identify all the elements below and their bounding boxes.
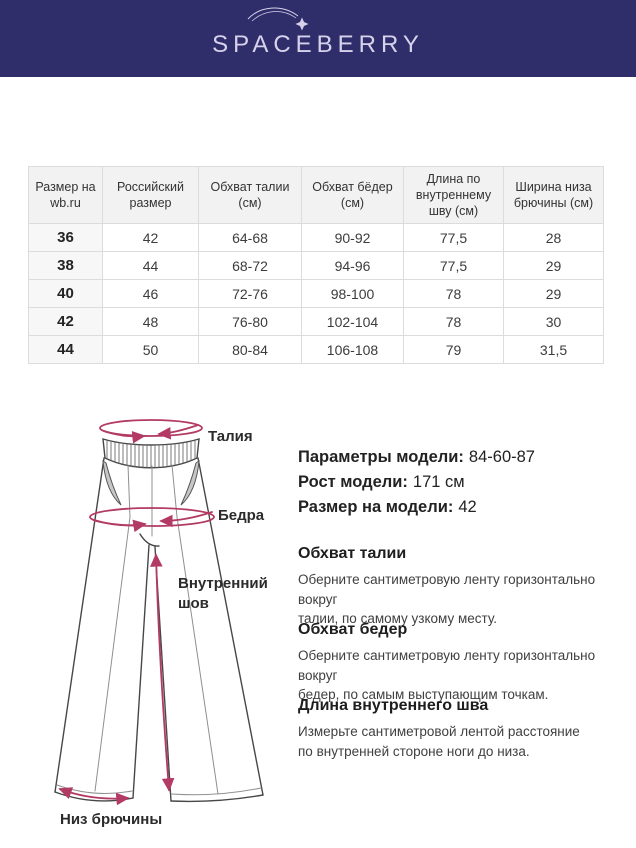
- table-cell: 94-96: [302, 252, 404, 280]
- table-cell: 42: [29, 308, 103, 336]
- table-cell: 64-68: [199, 224, 302, 252]
- waist-label: Талия: [208, 428, 253, 445]
- measurement-info-panel: [298, 440, 618, 840]
- model-size-line: [298, 495, 535, 520]
- brand-header: [0, 0, 636, 77]
- guide-section-inseam: [298, 696, 618, 761]
- model-info: [298, 445, 535, 520]
- table-cell: 77,5: [404, 252, 504, 280]
- table-row: [29, 336, 604, 364]
- model-height-label: Рост модели:: [298, 473, 408, 491]
- model-params-line: [298, 445, 535, 470]
- table-cell: 98-100: [302, 280, 404, 308]
- col-header-wb-size: Размер на wb.ru: [29, 167, 103, 224]
- table-row: [29, 280, 604, 308]
- table-cell: 30: [504, 308, 604, 336]
- guide-title: Обхват талии: [298, 545, 407, 562]
- guide-section-waist: [298, 544, 618, 629]
- col-header-ru-size: Российский размер: [103, 167, 199, 224]
- table-cell: 31,5: [504, 336, 604, 364]
- table-cell: 90-92: [302, 224, 404, 252]
- table-cell: 106-108: [302, 336, 404, 364]
- table-cell: 72-76: [199, 280, 302, 308]
- pants-measurement-diagram: [20, 400, 300, 845]
- table-cell: 78: [404, 308, 504, 336]
- guide-title: Длина внутреннего шва: [298, 697, 489, 714]
- model-height-value: 171 см: [412, 473, 465, 491]
- table-cell: 102-104: [302, 308, 404, 336]
- table-cell: 48: [103, 308, 199, 336]
- table-cell: 50: [103, 336, 199, 364]
- table-cell: 38: [29, 252, 103, 280]
- table-row: [29, 308, 604, 336]
- guide-text-line: Оберните сантиметровую ленту горизонтально вокруг: [298, 648, 596, 683]
- guide-text-line: талии, по самому узкому месту.: [298, 611, 498, 626]
- table-cell: 44: [29, 336, 103, 364]
- table-cell: 76-80: [199, 308, 302, 336]
- col-header-waist: Обхват талии (см): [199, 167, 302, 224]
- hips-label: Бедра: [218, 507, 265, 524]
- table-cell: 44: [103, 252, 199, 280]
- waistband: [103, 436, 199, 472]
- guide-text-line: Оберните сантиметровую ленту горизонтально вокруг: [298, 572, 596, 607]
- model-height-line: [298, 470, 535, 495]
- inner-seam-label: Внутренний: [178, 575, 268, 592]
- table-cell: 79: [404, 336, 504, 364]
- size-table-container: [28, 166, 604, 364]
- guide-text-line: по внутренней стороне ноги до низа.: [298, 743, 530, 759]
- table-cell: 36: [29, 224, 103, 252]
- guide-section-hips: [298, 620, 618, 705]
- table-cell: 68-72: [199, 252, 302, 280]
- table-cell: 78: [404, 280, 504, 308]
- inner-seam-label: шов: [178, 595, 209, 612]
- table-row: [29, 252, 604, 280]
- model-params-label: Параметры модели:: [298, 448, 464, 466]
- guide-text-line: бедер, по самым выступающим точкам.: [298, 687, 549, 702]
- size-table: [28, 166, 604, 364]
- table-cell: 80-84: [199, 336, 302, 364]
- table-cell: 29: [504, 280, 604, 308]
- table-cell: 40: [29, 280, 103, 308]
- table-cell: 46: [103, 280, 199, 308]
- waist-measure-ellipse: [100, 420, 202, 436]
- table-header-row: [29, 167, 604, 224]
- brand-name: SPACEBERRY: [212, 30, 424, 58]
- col-header-leg-width: Ширина низа брючины (см): [504, 167, 604, 224]
- col-header-inseam: Длина по внутреннему шву (см): [404, 167, 504, 224]
- brand-logo: [212, 19, 424, 59]
- hem-label: Низ брючины: [60, 811, 163, 828]
- model-params-value: 84-60-87: [468, 448, 535, 466]
- model-size-value: 42: [458, 498, 477, 516]
- guide-text-line: Измерьте сантиметровой лентой расстояние: [298, 724, 580, 739]
- table-row: [29, 224, 604, 252]
- table-cell: 42: [103, 224, 199, 252]
- model-size-label: Размер на модели:: [298, 498, 454, 516]
- col-header-hips: Обхват бёдер (см): [302, 167, 404, 224]
- table-cell: 28: [504, 224, 604, 252]
- table-cell: 29: [504, 252, 604, 280]
- table-cell: 77,5: [404, 224, 504, 252]
- shooting-star-icon: [246, 3, 318, 33]
- guide-title: Обхват бедер: [298, 621, 408, 638]
